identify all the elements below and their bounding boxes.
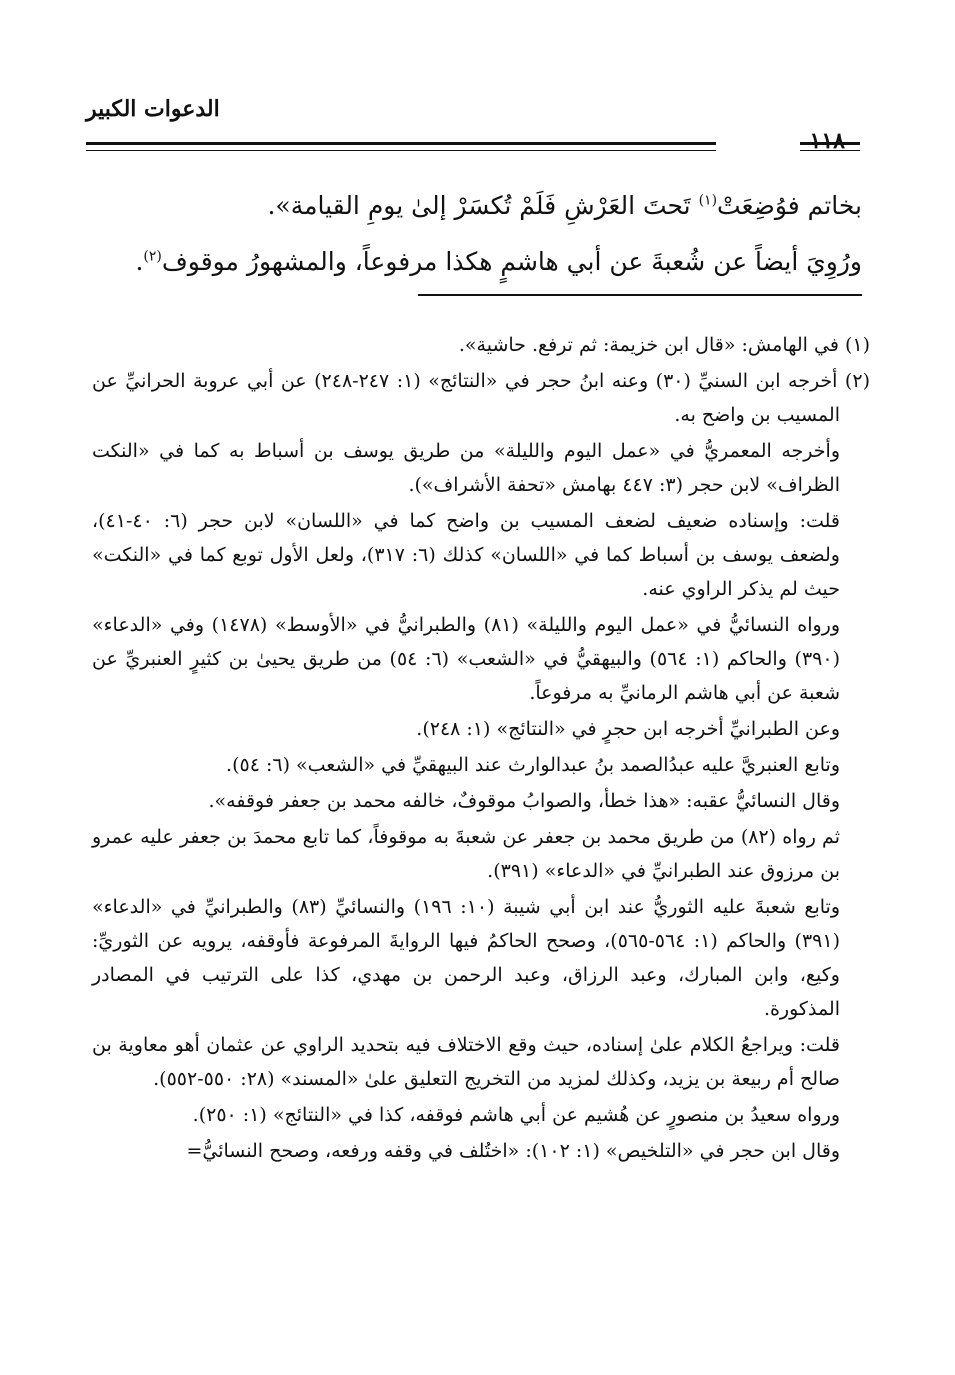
main-line-2 [96,234,862,290]
main-line-2-start: ورُوِيَ أيضاً عن شُعبةَ عن أبي هاشمٍ هكذا مرفوعاً، والمشهورُ موقوف [161,247,862,276]
footnotes [92,328,870,1170]
main-line-1-end: تَحتَ العَرْشِ فَلَمْ تُكسَرْ إلىٰ يومِ القيامة». [267,191,699,220]
footnote-2: (٢) أخرجه ابن السنيِّ (٣٠) وعنه ابنُ حجر في «النتائج» (١: ٢٤٧-٢٤٨) عن أبي عروبة الحرانيِّ عن المسيب بن واضح به. [92,370,870,426]
main-line-1 [96,178,862,234]
footnote-paragraph: ورواه سعيدُ بن منصورٍ عن هُشيم عن أبي هاشم فوقفه، كذا في «النتائج» (١: ٢٥٠). [192,1104,840,1126]
page-number-rule-thin [800,150,860,151]
footnote-separator [418,294,862,296]
main-line-1-start: بخاتم فوُضِعَتْ [717,191,862,220]
footnote-paragraph: قلت: وإسناده ضعيف لضعف المسيب بن واضح كما في «اللسان» لابن حجر (٦: ٤٠-٤١)، ولضعف يوسف بن أسباط كما في «اللسان» كذلك (٦: ٣١٧)، ولعل الأول توبع كما في «النكت» حيث لم يذكر الراوي عنه. [92,510,840,600]
page-number-rule [800,142,860,145]
footnote-ref-1: (١) [698,192,718,209]
footnote-1: (١) في الهامش: «قال ابن خزيمة: ثم ترفع. حاشية». [458,334,870,356]
main-text [96,178,862,290]
footnote-paragraph: قلت: ويراجعُ الكلام علىٰ إسناده، حيث وقع الاختلاف فيه بتحديد الراوي عن عثمان أهو معاوية بن صالح أم ربيعة بن يزيد، وكذلك لمزيد من التخريج التعليق علىٰ «المسند» (٢٨: ٥٥٠-٥٥٢). [92,1034,840,1090]
footnote-paragraph: ثم رواه (٨٢) من طريق محمد بن جعفر عن شعبةَ به موقوفاً، كما تابع محمدَ بن جعفر عليه عمرو بن مرزوق عند الطبرانيِّ في «الدعاء» (٣٩١). [92,826,840,882]
main-line-2-end: . [135,247,144,276]
page-number: ١١٨ [809,128,845,154]
footnote-paragraph: وعن الطبرانيِّ أخرجه ابن حجرٍ في «النتائج» (١: ٢٤٨). [416,718,840,740]
running-header-title: الدعوات الكبير [86,96,220,122]
footnote-paragraph: وقال النسائيُّ عقبه: «هذا خطأ، والصوابُ موقوفٌ، خالفه محمد بن جعفر فوقفه». [208,790,840,812]
header-rule [86,142,716,145]
footnote-ref-2: (٢) [143,248,162,265]
footnote-paragraph: ورواه النسائيُّ في «عمل اليوم والليلة» (٨١) والطبرانيُّ في «الأوسط» (١٤٧٨) وفي «الدعاء» (٣٩٠) والحاكم (١: ٥٦٤) والبيهقيُّ في «الشعب» (٦: ٥٤) من طريق يحيىٰ بن كثيرٍ العنبريِّ عن شعبة عن أبي هاشم الرمانيِّ به مرفوعاً. [92,614,840,704]
footnote-paragraph: وتابع العنبريَّ عليه عبدُالصمد بنُ عبدالوارث عند البيهقيِّ في «الشعب» (٦: ٥٤). [226,754,840,776]
footnote-paragraph: وقال ابن حجر في «التلخيص» (١: ١٠٢): «اختُلف في وقفه ورفعه، وصحح النسائيُّ= [186,1140,840,1162]
header-rule-thin [86,150,716,151]
footnote-paragraph: وتابع شعبةَ عليه الثوريُّ عند ابن أبي شيبة (١٠: ١٩٦) والنسائيِّ (٨٣) والطبرانيِّ في «الدعاء» (٣٩١) والحاكم (١: ٥٦٤-٥٦٥)، وصحح الحاكمُ فيها الروايةَ المرفوعة فأوقفه، يرويه عن الثوريِّ: وكيع، وابن المبارك، وعبد الرزاق، وعبد الرحمن بن مهدي، كذا على الترتيب في المصادر المذكورة. [92,896,840,1020]
footnote-paragraph: وأخرجه المعمريُّ في «عمل اليوم والليلة» من طريق يوسف بن أسباط به كما في «النكت الظراف» لابن حجر (٣: ٤٤٧ بهامش «تحفة الأشراف»). [92,440,840,496]
